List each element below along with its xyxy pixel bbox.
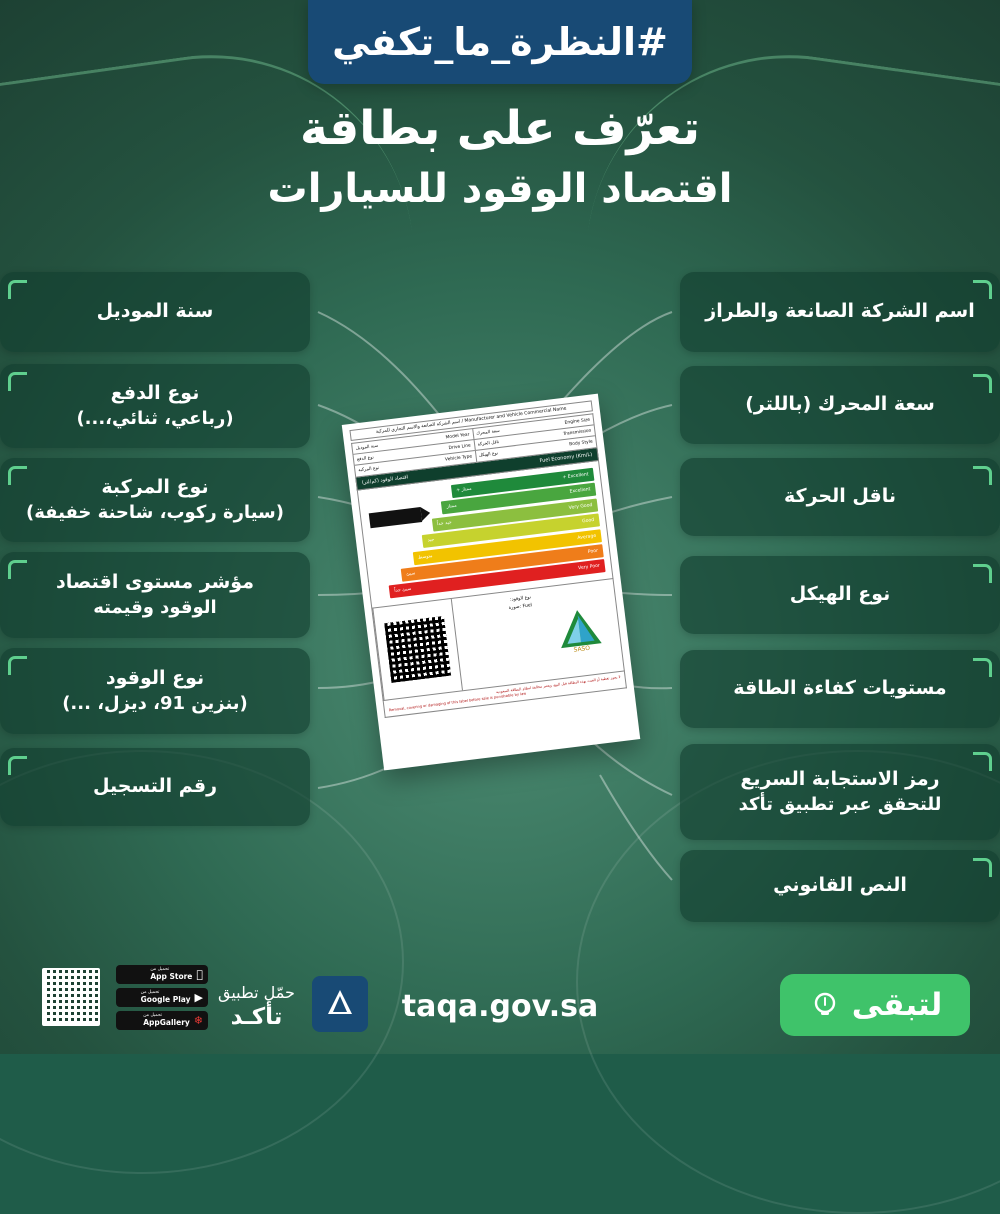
legal-text-en: Removal, covering or damaging of this label before sale is punishable by law — [388, 691, 527, 713]
label-transmission — [680, 458, 1000, 536]
corner-accent-icon — [973, 658, 992, 677]
corner-accent-icon — [8, 280, 27, 299]
label-text: اسم الشركة الصانعة والطراز — [705, 300, 975, 323]
spec-label-en: Transmission — [562, 428, 592, 437]
corner-accent-icon — [8, 372, 27, 391]
card-header: Manufacturer and Vehicle Commercial Name / اسم الشركة الصانعة والاسم التجاري للمركبة — [349, 400, 593, 441]
label-engine-size — [680, 366, 1000, 444]
corner-accent-icon — [973, 280, 992, 299]
band-label-en: Average — [577, 533, 597, 541]
corner-accent-icon — [8, 466, 27, 485]
band-label-en: Excellent — [569, 487, 591, 496]
app-gallery-big: AppGallery — [143, 1017, 190, 1027]
saso-logo-icon — [551, 603, 608, 655]
apple-icon — [196, 969, 203, 980]
card-qr-cell — [372, 599, 462, 700]
spec-label-ar: نوع الدفع — [356, 455, 375, 463]
label-text: نوع الوقود — [105, 667, 205, 690]
label-subtext: (بنزين 91، ديزل، ...) — [62, 692, 248, 714]
label-text: سعة المحرك (باللتر) — [745, 393, 935, 416]
band-header-en: Fuel Economy (Km/L) — [539, 451, 593, 464]
letabqa-logo — [780, 974, 970, 1036]
label-legal-text — [680, 850, 1000, 922]
band-label-ar: سيئ — [405, 571, 416, 578]
label-text: ناقل الحركة — [784, 485, 897, 508]
spec-label-en: Body Style — [569, 439, 594, 448]
band-label-ar: متوسط — [417, 553, 433, 561]
band-header-ar: اقتصاد الوقود (كم/لتر) — [361, 473, 409, 486]
corner-accent-icon — [8, 560, 27, 579]
band-label-ar: سيئ جداً — [394, 587, 412, 595]
google-play-small: تحميل من — [140, 990, 160, 996]
label-text: نوع المركبة — [101, 476, 209, 499]
spec-label-en: Vehicle Type — [444, 454, 473, 463]
label-text: رمز الاستجابة السريع — [740, 768, 940, 791]
band-label-en: Poor — [587, 548, 599, 555]
legal-text-ar: لا يجوز تغطية أو العبث بهذه البطاقة قبل البيع، ويعتبر مخالفة لنظام البطاقة السعودية — [495, 674, 621, 694]
label-subtext: (سيارة ركوب، شاحنة خفيفة) — [26, 501, 284, 523]
download-line-1: حمّل تطبيق — [218, 983, 295, 1002]
app-store-big: App Store — [156, 971, 199, 981]
corner-accent-icon — [973, 466, 992, 485]
title-line-1: تعرّف على بطاقة — [300, 101, 700, 156]
app-store-small: تحميل من — [156, 967, 176, 973]
label-text: النص القانوني — [773, 874, 907, 897]
label-fuel-economy-indicator — [0, 552, 310, 638]
label-drive-line — [0, 364, 310, 448]
footer — [0, 944, 1000, 1054]
website-url[interactable]: taqa.gov.sa — [401, 989, 599, 1024]
card-fuel-type-cell — [451, 588, 546, 690]
label-qr-code — [680, 744, 1000, 840]
spec-label-en: Drive Line — [448, 443, 472, 451]
app-store-badge[interactable] — [116, 965, 208, 984]
google-play-icon: ▶ — [194, 991, 203, 1004]
spec-label-en: Engine Size — [564, 417, 591, 426]
label-manufacturer-model — [680, 272, 1000, 352]
band-label-ar: ممتاز + — [455, 486, 472, 494]
fuel-economy-label-card — [342, 394, 640, 771]
hashtag-text: #النظرة_ما_تكفي — [332, 20, 668, 64]
label-efficiency-levels — [680, 650, 1000, 728]
corner-accent-icon — [973, 858, 992, 877]
title-line-2: اقتصاد الوقود للسيارات — [267, 165, 733, 212]
label-subtext: الوقود وقيمته — [93, 596, 217, 618]
label-model-year — [0, 272, 310, 352]
efficiency-pointer-icon — [369, 507, 422, 528]
corner-accent-icon — [973, 564, 992, 583]
qr-code-icon — [384, 616, 451, 683]
google-play-big: Google Play — [140, 994, 191, 1004]
fuel-type-label-ar: نوع الوقود: — [509, 594, 532, 603]
band-label-en: Good — [581, 518, 595, 525]
app-gallery-small: تحميل من — [143, 1013, 162, 1019]
corner-accent-icon — [8, 656, 27, 675]
corner-accent-icon — [973, 374, 992, 393]
label-text: مستويات كفاءة الطاقة — [733, 677, 947, 700]
spec-label-ar: ناقل الحركة — [477, 439, 500, 448]
band-label-ar: جيد جداً — [436, 520, 453, 527]
spec-label-ar: نوع الهيكل — [478, 451, 499, 459]
label-vehicle-type — [0, 458, 310, 542]
label-text: مؤشر مستوى اقتصاد — [56, 571, 254, 594]
label-text: رقم التسجيل — [92, 775, 218, 798]
spec-label-ar: سنة الموديل — [355, 443, 379, 452]
label-text: نوع الدفع — [110, 382, 200, 405]
corner-accent-icon — [8, 756, 27, 775]
band-label-en: Very Good — [568, 502, 593, 511]
label-text: سنة الموديل — [96, 300, 214, 323]
label-body-style — [680, 556, 1000, 634]
spec-label-ar: نوع المركبة — [358, 465, 380, 474]
appgallery-icon: ❄ — [193, 1014, 203, 1027]
svg-text:SASO: SASO — [573, 644, 591, 654]
label-text: نوع الهيكل — [789, 583, 891, 606]
lightbulb-icon — [808, 988, 842, 1022]
spec-label-ar: سعة المحرك — [476, 428, 500, 437]
band-label-ar: جيد — [427, 537, 435, 544]
label-fuel-type — [0, 648, 310, 734]
card-saso-logo-cell — [535, 579, 624, 680]
band-label-ar: ممتاز — [446, 503, 458, 511]
corner-accent-icon — [973, 752, 992, 771]
band-label-en: Very Poor — [577, 563, 601, 572]
spec-label-en: Model Year — [445, 432, 470, 441]
download-line-2: تأكـد — [230, 1004, 283, 1030]
band-label-en: Excellent + — [562, 472, 589, 481]
label-registration-number — [0, 748, 310, 826]
label-subtext: (رباعي، ثنائي،...) — [76, 407, 234, 429]
letabqa-text: لتبقى — [851, 987, 943, 1023]
fuel-type-label-en: Fuel :صورة — [508, 603, 533, 612]
label-subtext: للتحقق عبر تطبيق تأكد — [738, 793, 942, 815]
